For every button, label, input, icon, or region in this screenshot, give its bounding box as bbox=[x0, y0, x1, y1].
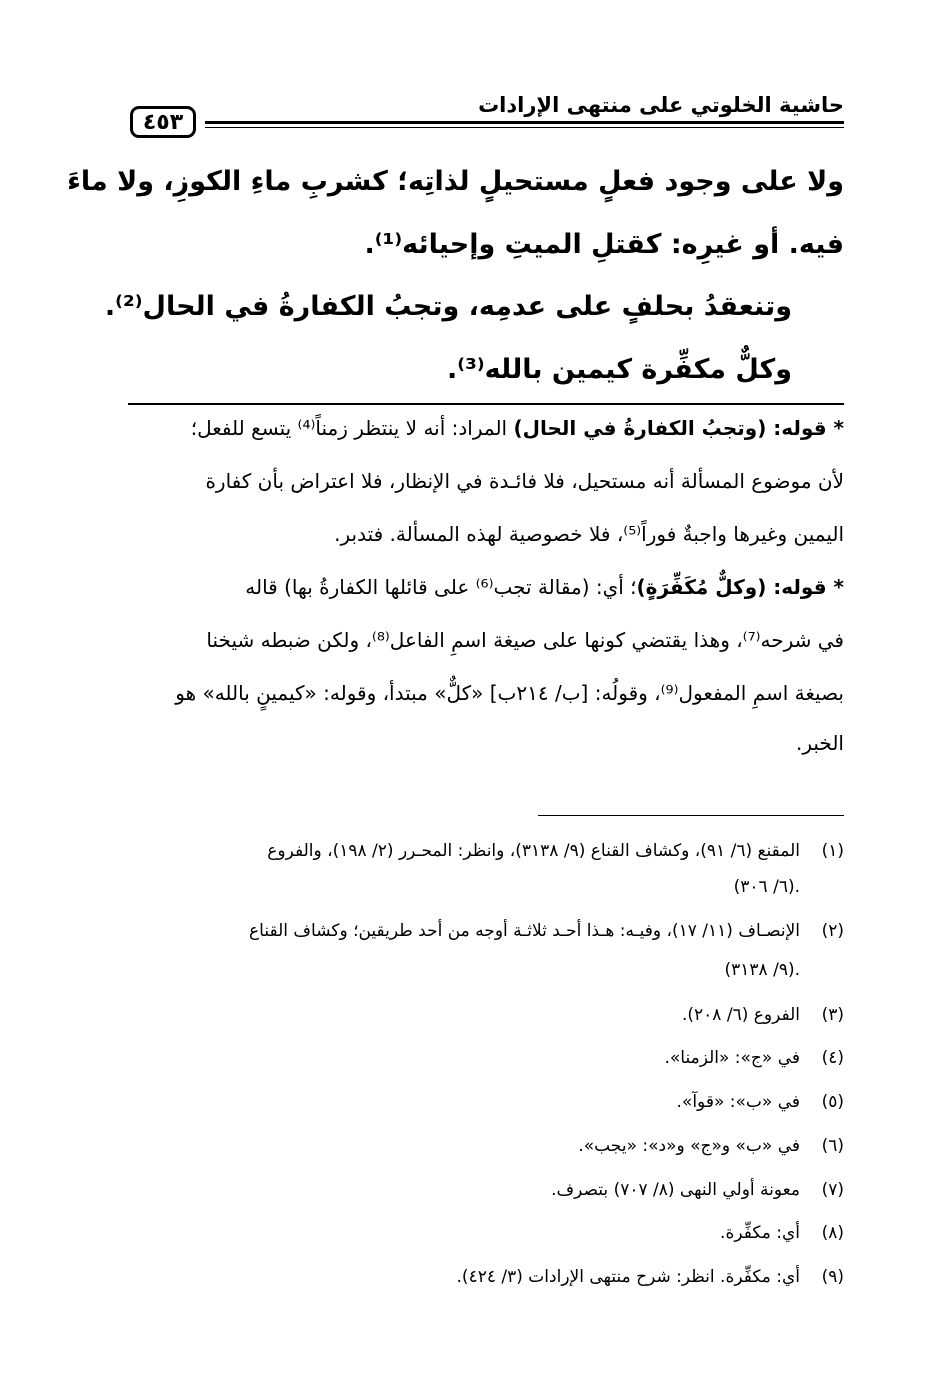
footnote-continuation: (٦/ ٣٠٦). bbox=[733, 877, 800, 897]
header-rule bbox=[205, 121, 844, 124]
commentary-line: اليمين وغيرها واجبةٌ فوراً⁽⁵⁾، فلا خصوصية لهذه المسألة. فتدبر. bbox=[334, 522, 844, 546]
footnote-number: (٤) bbox=[821, 1048, 844, 1068]
running-header-title: حاشية الخلوتي على منتهى الإرادات bbox=[478, 93, 844, 117]
footnote bbox=[128, 1177, 844, 1203]
footnote-text: في «ب» و«ج» و«د»: «يجب». bbox=[578, 1136, 800, 1156]
footnote-number: (٥) bbox=[821, 1092, 844, 1112]
footnote bbox=[128, 1220, 844, 1246]
footnote-text: أي: مكفِّرة. انظر: شرح منتهى الإرادات (٣/ ٤٢٤). bbox=[456, 1267, 800, 1287]
footnote-number: (٧) bbox=[821, 1180, 844, 1200]
footnote bbox=[128, 1045, 844, 1071]
commentary-line bbox=[128, 413, 844, 443]
footnote bbox=[128, 918, 844, 944]
commentary-line: لأن موضوع المسألة أنه مستحيل، فلا فائـدة في الإنظار، فلا اعتراض بأن كفارة bbox=[205, 469, 844, 493]
commentary-line: بصيغة اسمِ المفعول⁽⁹⁾، وقولُه: [ب/ ٢١٤ب] «كلٌّ» مبتدأ، وقوله: «كيمينٍ بالله» هو bbox=[175, 681, 844, 705]
commentary-lemma: * قوله: (وكلٌّ مُكَفِّرَةٍ) bbox=[636, 575, 844, 599]
footnote-separator bbox=[538, 815, 844, 816]
footnote-text: في «ج»: «الزمنا». bbox=[664, 1048, 800, 1068]
footnote bbox=[128, 1264, 844, 1290]
main-text-line: وكلٌّ مكفِّرة كيمين بالله⁽³⁾. bbox=[447, 354, 792, 385]
header-rule-thin bbox=[205, 127, 844, 128]
footnote-number: (٢) bbox=[821, 921, 844, 941]
commentary-separator bbox=[128, 403, 844, 405]
footnote bbox=[128, 838, 844, 864]
footnote-text: الفروع (٦/ ٢٠٨). bbox=[681, 1005, 800, 1025]
footnote bbox=[128, 1089, 844, 1115]
page-number: ٤٥٣ bbox=[130, 106, 196, 138]
footnote-text: أي: مكفِّرة. bbox=[720, 1223, 800, 1243]
footnote-number: (٨) bbox=[821, 1223, 844, 1243]
main-text-line: ولا على وجود فعلٍ مستحيلٍ لذاتِه؛ كشربِ ماءِ الكوزِ، ولا ماءَ bbox=[67, 166, 844, 197]
footnote-continuation: (٩/ ٣١٣٨). bbox=[724, 960, 800, 980]
commentary-line: الخبر. bbox=[796, 731, 844, 755]
footnote-number: (١) bbox=[821, 841, 844, 861]
commentary-text: المراد: أنه لا ينتظر زمناً⁽⁴⁾ يتسع للفعل؛ bbox=[190, 416, 514, 440]
main-text-line: فيه. أو غيرِه: كقتلِ الميتِ وإحيائه⁽¹⁾. bbox=[364, 229, 844, 260]
commentary-text: ؛ أي: (مقالة تجب⁽⁶⁾ على قائلها الكفارةُ بها) قاله bbox=[245, 575, 637, 599]
footnote-text: الإنصـاف (١١/ ١٧)، وفيـه: هـذا أحـد ثلاثـة أوجه من أحد طريقين؛ وكشاف القناع bbox=[249, 921, 800, 941]
commentary-line: في شرحه⁽⁷⁾، وهذا يقتضي كونها على صيغة اسمِ الفاعل⁽⁸⁾، ولكن ضبطه شيخنا bbox=[206, 628, 844, 652]
main-text-line: وتنعقدُ بحلفٍ على عدمِه، وتجبُ الكفارةُ في الحال⁽²⁾. bbox=[104, 291, 792, 322]
footnote-number: (٩) bbox=[821, 1267, 844, 1287]
commentary-lemma: * قوله: (وتجبُ الكفارةُ في الحال) bbox=[513, 416, 844, 440]
footnote bbox=[128, 1002, 844, 1028]
footnote-text: المقنع (٦/ ٩١)، وكشاف القناع (٩/ ٣١٣٨)، وانظر: المحـرر (٢/ ١٩٨)، والفروع bbox=[267, 841, 800, 861]
footnote-text: معونة أولي النهى (٨/ ٧٠٧) بتصرف. bbox=[551, 1180, 800, 1200]
commentary-line bbox=[128, 572, 844, 602]
footnote-text: في «ب»: «قوآ». bbox=[676, 1092, 800, 1112]
footnote-number: (٦) bbox=[821, 1136, 844, 1156]
footnote-number: (٣) bbox=[821, 1005, 844, 1025]
footnote bbox=[128, 1133, 844, 1159]
